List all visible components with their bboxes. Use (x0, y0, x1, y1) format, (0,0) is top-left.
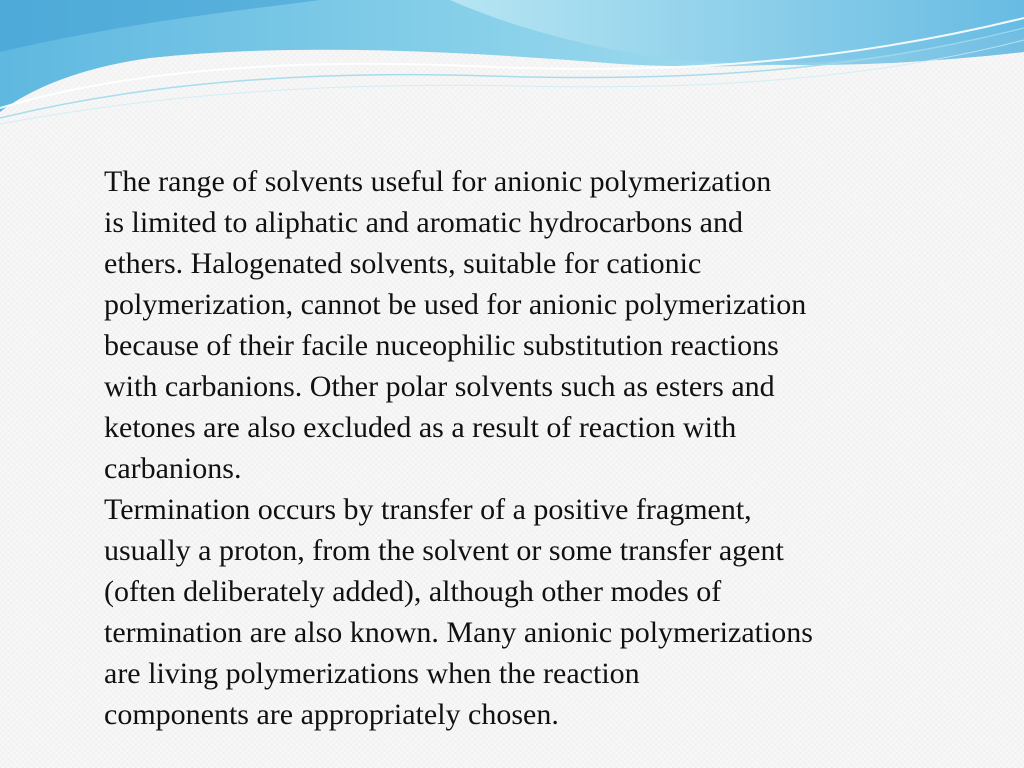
body-line: carbanions. (104, 452, 242, 485)
body-line: usually a proton, from the solvent or some transfer agent (104, 534, 784, 567)
body-line: polymerization, cannot be used for anionic polymerization (104, 288, 807, 321)
body-line: with carbanions. Other polar solvents such as esters and (104, 370, 775, 403)
body-line: because of their facile nuceophilic substitution reactions (104, 329, 779, 362)
body-line: are living polymerizations when the reaction (104, 657, 640, 690)
slide-body-text (104, 161, 924, 735)
header-wave-decoration (0, 0, 1024, 130)
body-line: ketones are also excluded as a result of reaction with (104, 411, 737, 444)
body-line: components are appropriately chosen. (104, 698, 559, 731)
body-line: The range of solvents useful for anionic polymerization (104, 165, 772, 198)
body-line: (often deliberately added), although other modes of (104, 575, 722, 608)
body-line: termination are also known. Many anionic polymerizations (104, 616, 813, 649)
body-line: Termination occurs by transfer of a positive fragment, (104, 493, 752, 526)
body-line: is limited to aliphatic and aromatic hydrocarbons and (104, 206, 743, 239)
body-line: ethers. Halogenated solvents, suitable for cationic (104, 247, 702, 280)
